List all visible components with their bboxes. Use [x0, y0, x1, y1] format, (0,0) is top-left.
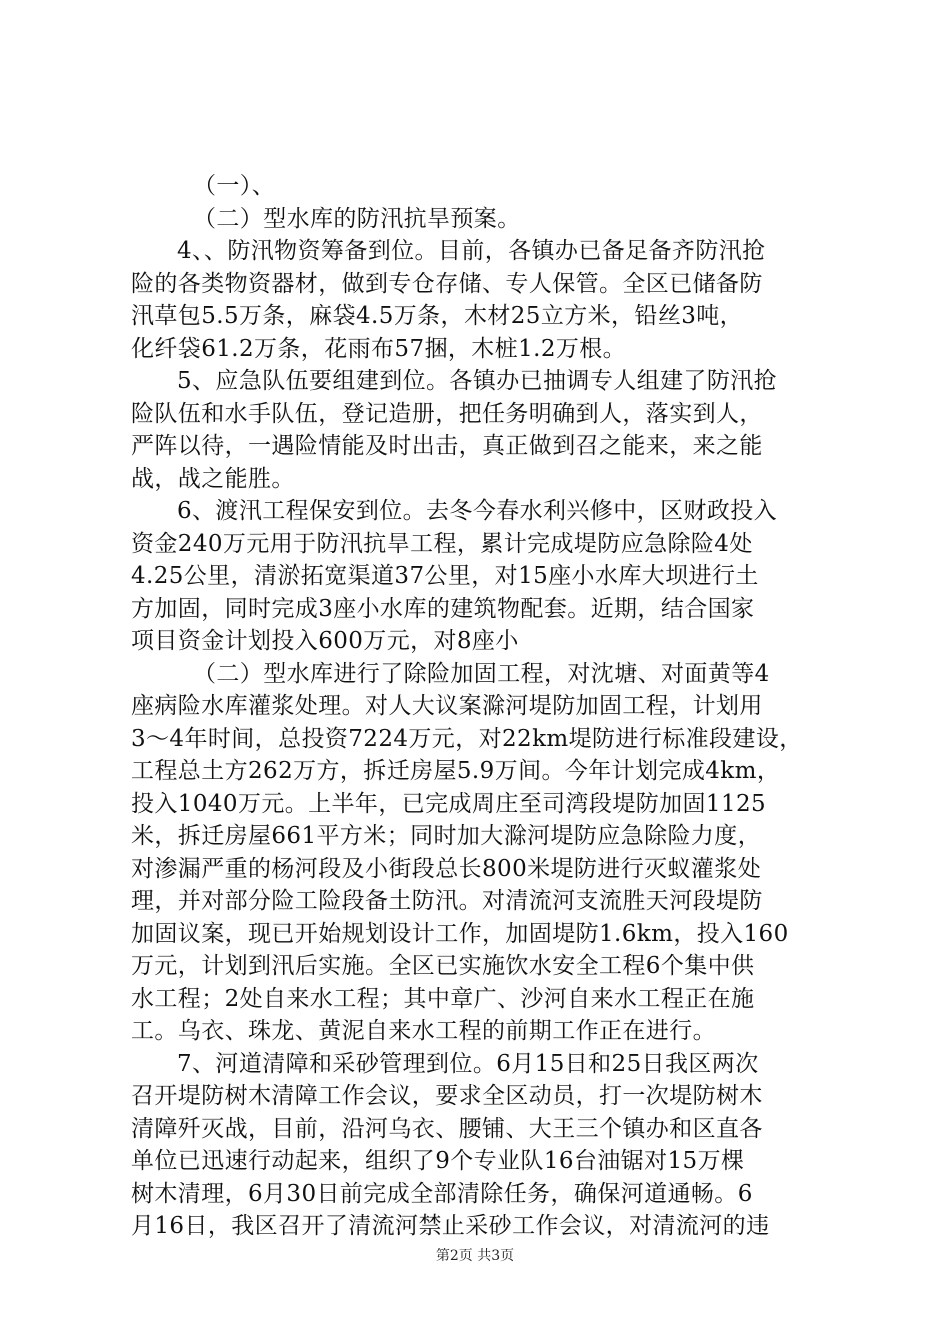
paragraph-4-line: 险的各类物资器材，做到专仓存储、专人保管。全区已储备防: [131, 270, 763, 297]
paragraph-6b-line: 水工程；2处自来水工程；其中章广、沙河自来水工程正在施: [131, 985, 755, 1012]
paragraph-5-line: 严阵以待，一遇险情能及时出击，真正做到召之能来，来之能: [131, 433, 763, 459]
paragraph-5-line: 险队伍和水手队伍，登记造册，把任务明确到人，落实到人，: [131, 400, 763, 427]
paragraph-6b-line: 工程总土方262万方，拆迁房屋5.9万间。今年计划完成4km，: [131, 758, 781, 784]
paragraph-6-line: 资金240万元用于防汛抗旱工程，累计完成堤防应急除险4处: [131, 530, 753, 557]
paragraph-7-line: 清障歼灭战，目前，沿河乌衣、腰铺、大王三个镇办和区直各: [131, 1115, 763, 1142]
paragraph-4-line: 4、、防汛物资筹备到位。目前，各镇办已备足备齐防汛抢: [177, 238, 766, 264]
paragraph-6b-line: 加固议案，现已开始规划设计工作，加固堤防1.6km，投入160: [131, 920, 789, 947]
paragraph-6-line: 4.25公里，清淤拓宽渠道37公里，对15座小水库大坝进行土: [131, 563, 759, 589]
paragraph-6b-line: 米，拆迁房屋661平方米；同时加大滁河堤防应急除险力度，: [131, 823, 762, 849]
paragraph-6b-line: （二）型水库进行了除险加固工程，对沈塘、对面黄等4: [193, 660, 770, 687]
document-body: [131, 170, 831, 1243]
paragraph-6b-line: 座病险水库灌浆处理。对人大议案滁河堤防加固工程，计划用: [131, 693, 763, 719]
paragraph-6-line: 方加固，同时完成3座小水库的建筑物配套。近期，结合国家: [131, 595, 755, 622]
paragraph-5-line: 5、应急队伍要组建到位。各镇办已抽调专人组建了防汛抢: [177, 368, 778, 394]
paragraph-7-line: 召开堤防树木清障工作会议，要求全区动员，打一次堤防树木: [131, 1083, 763, 1109]
paragraph-6b-line: 对渗漏严重的杨河段及小街段总长800米堤防进行灭蚁灌浆处: [131, 855, 762, 882]
paragraph-7-line: 单位已迅速行动起来，组织了9个专业队16台油锯对15万棵: [131, 1148, 745, 1174]
paragraph-6-line: 项目资金计划投入600万元，对8座小: [131, 628, 519, 654]
subsection-heading-1: （一）、: [193, 173, 276, 199]
paragraph-6b-line: 3～4年时间，总投资7224万元，对22km堤防进行标准段建设，: [131, 725, 803, 752]
page-footer: 第2页 共3页: [435, 1248, 515, 1264]
paragraph-6b-line: 理，并对部分险工险段备土防汛。对清流河支流胜天河段堤防: [131, 888, 763, 914]
subsection-heading-2: （二）型水库的防汛抗旱预案。: [193, 205, 521, 232]
paragraph-6b-line: 投入1040万元。上半年，已完成周庄至司湾段堤防加固1125: [131, 790, 767, 817]
paragraph-7-line: 树木清理，6月30日前完成全部清除任务，确保河道通畅。6: [131, 1180, 753, 1207]
paragraph-4-line: 汛草包5.5万条，麻袋4.5万条，木材25立方米，铅丝3吨，: [131, 303, 744, 329]
paragraph-5-line: 战，战之能胜。: [131, 465, 295, 492]
paragraph-6b-line: 万元，计划到汛后实施。全区已实施饮水安全工程6个集中供: [131, 953, 755, 979]
paragraph-6-line: 6、渡汛工程保安到位。去冬今春水利兴修中，区财政投入: [177, 498, 778, 524]
paragraph-7-line: 7、河道清障和采砂管理到位。6月15日和25日我区两次: [177, 1050, 759, 1077]
paragraph-7-line: 月16日，我区召开了清流河禁止采砂工作会议，对清流河的违: [131, 1213, 770, 1239]
paragraph-6b-line: 工。乌衣、珠龙、黄泥自来水工程的前期工作正在进行。: [131, 1018, 716, 1044]
paragraph-4-line: 化纤袋61.2万条，花雨布57捆，木桩1.2万根。: [131, 335, 627, 362]
